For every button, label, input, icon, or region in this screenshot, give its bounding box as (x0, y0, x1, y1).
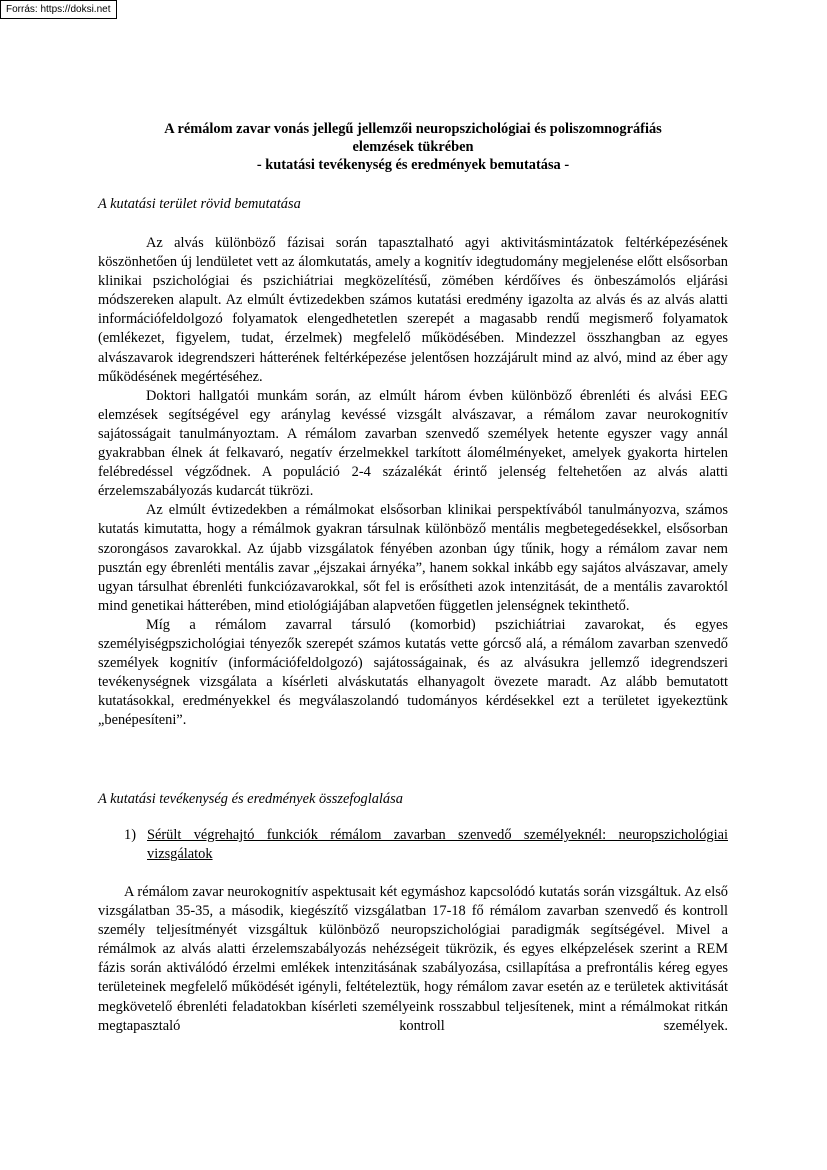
list-item (124, 826, 728, 864)
list-item-number: 1) (124, 827, 136, 843)
document-title (98, 120, 728, 174)
paragraph: Az elmúlt évtizedekben a rémálmokat elsősorban klinikai perspektívából tanulmányozva, számos kutatás kimutatta, hogy a rémálmok gyakran társulnak különböző mentális megbetegedésekkel, elsősorban szorongásos zavarokkal. Az újabb vizsgálatok fényében azonban úgy tűnik, hogy a rémálom zavar nem pusztán egy ébrenléti mentális zavar „éjszakai árnyéka”, hanem sokkal inkább egy sajátos alvászavar, amely ugyan társulhat ébrenléti funkciózavarokkal, sőt fel is erősítheti azok intenzitását, de a mentális zavaroktól mind genetikai hátterében, mind etiológiájában alapvetően független jelenségnek tekinthető. (98, 502, 728, 614)
paragraph: Míg a rémálom zavarral társuló (komorbid) pszichiátriai zavarokat, és egyes személyiségpszichológiai tényezők szerepét számos kutatás vette górcső alá, a rémálom zavarban szenvedő személyek kognitív (információfeldolgozó) sajátosságainak, és az alvásukra jellemző idegrendszeri tevékenységnek vizsgálata a kísérleti alváskutatás elhanyagolt övezete maradt. Az alább bemutatott kutatásokkal, eredményekkel és megválaszolandó tudományos kérdésekkel ezt a területet igyekeztünk „benépesíteni”. (98, 616, 728, 729)
section-heading-intro: A kutatási terület rövid bemutatása (98, 196, 301, 212)
paragraph: Doktori hallgatói munkám során, az elmúlt három évben különböző ébrenléti és alvási EEG elemzések segítségével egy aránylag kevéssé vizsgált alvászavar, a rémálom zavar neurokognitív sajátosságait tanulmányoztam. A rémálom zavarban szenvedő személyek hetente egyszer vagy annál gyakrabban élnek át felkavaró, negatív érzelmekkel tarkított álomélményeket, amelyek gyakorta hirtelen felébredéssel végződnek. A populáció 2-4 százalékát érintő jelenség feltehetően az alvás alatti érzelemszabályozás kudarcát tükrözi. (98, 387, 728, 500)
source-label: Forrás: https://doksi.net (0, 0, 117, 19)
section-summary-body (98, 883, 728, 1036)
title-line-3: - kutatási tevékenység és eredmények bemutatása - (256, 157, 570, 173)
title-line-2: elemzések tükrében (352, 139, 474, 155)
paragraph: Az alvás különböző fázisai során tapasztalható agyi aktivitásmintázatok feltérképezésének köszönhetően új lendületet vett az álomkutatás, amely a kognitív idegtudomány megjelenése előtt elsősorban klinikai pszichológiai és pszichiátriai megközelítésű, zömében kérdőíves és önbeszámolós eljárási módszereken alapult. Az elmúlt évtizedekben számos kutatási eredmény igazolta az alvás és az alvás alatti információfeldolgozó folyamatok elengedhetetlen szerepét a magasabb rendű megismerő folyamatok (emlékezet, figyelem, tudat, érzelmek) megfelelő működésében. Mindezzel összhangban az egyes alvászavarok idegrendszeri hátterének feltérképezése jelentősen hozzájárult mind az alvó, mind az éber agy működésének megértéséhez. (98, 235, 728, 385)
section-intro-body (98, 234, 728, 730)
section-heading-summary: A kutatási tevékenység és eredmények összefoglalása (98, 791, 403, 807)
paragraph: A rémálom zavar neurokognitív aspektusait két egymáshoz kapcsolódó kutatás során vizsgáltuk. Az első vizsgálatban 35-35, a második, kiegészítő vizsgálatban 17-18 fő rémálom zavarban szenvedő és kontroll személy teljesítményét vizsgáltuk különböző neuropszichológiai paradigmák segítségével. Mivel a rémálmok az alvás alatti érzelemszabályozás nehézségeit tükrözik, és egyes elképzelések szerint a REM fázis során aktiválódó érzelmi emlékek intenzitásának szabályozása, csillapítása a prefrontális kéreg egyes területeinek megfelelő működését igényli, feltételeztük, hogy rémálom zavar esetén az e területek aktivitását megkövetelő ébrenléti feladatokban kísérleti személyeink rosszabbul teljesítenek, mint a rémálmokat ritkán megtapasztaló kontroll személyek. (98, 884, 728, 1034)
list-item-title: Sérült végrehajtó funkciók rémálom zavarban szenvedő személyeknél: neuropszichológiai vizsgálatok (147, 827, 728, 862)
title-line-1: A rémálom zavar vonás jellegű jellemzői neuropszichológiai és poliszomnográfiás (164, 121, 662, 137)
